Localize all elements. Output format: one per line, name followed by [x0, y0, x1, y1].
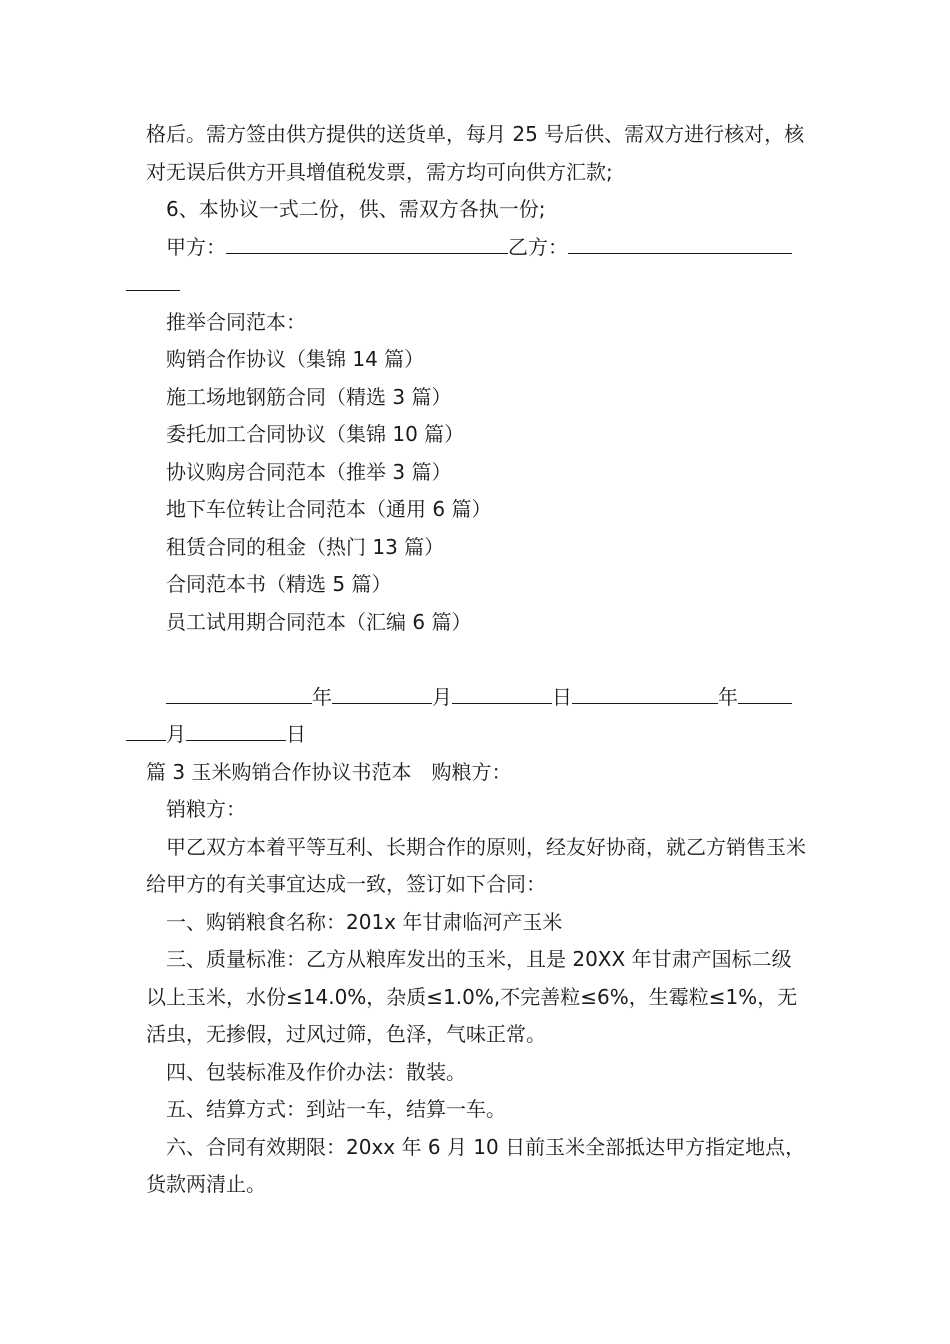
- month-blank-b: [738, 679, 792, 704]
- recommend-item[interactable]: 租赁合同的租金（热门 13 篇）: [166, 534, 445, 559]
- clause-1: 一、购销粮食名称：201x 年甘肃临河产玉米: [166, 909, 563, 934]
- month-blank-b-continued: [126, 716, 166, 741]
- month-label: 月: [166, 722, 186, 746]
- recommend-item[interactable]: 员工试用期合同范本（汇编 6 篇）: [166, 609, 472, 634]
- year-label: 年: [312, 684, 332, 709]
- signature-line: [146, 229, 810, 304]
- recommend-heading: 推举合同范本：: [166, 309, 306, 334]
- year-blank-b: [572, 679, 718, 704]
- date-line: [146, 679, 810, 754]
- year-label: 年: [718, 684, 738, 709]
- party-a-label: 甲方：: [166, 234, 226, 259]
- seller-label: 销粮方：: [166, 797, 246, 821]
- party-b-blank-continued: [126, 266, 180, 291]
- clause-5: 五、结算方式：到站一车，结算一车。: [166, 1097, 506, 1121]
- recommend-item[interactable]: 购销合作协议（集锦 14 篇）: [166, 347, 425, 371]
- day-label: 日: [286, 722, 306, 746]
- recommend-item[interactable]: 协议购房合同范本（推举 3 篇）: [166, 459, 452, 484]
- month-label: 月: [432, 684, 452, 709]
- clause-6: 六、合同有效期限：20xx 年 6 月 10 日前玉米全部抵达甲方指定地点，货款两清止。: [146, 1134, 806, 1196]
- day-blank-b: [186, 716, 286, 741]
- section-title: 篇 3 玉米购销合作协议书范本 购粮方：: [146, 759, 512, 784]
- clause-4: 四、包装标准及作价办法：散装。: [166, 1059, 466, 1084]
- recommend-item[interactable]: 委托加工合同协议（集锦 10 篇）: [166, 422, 465, 446]
- recommend-item[interactable]: 施工场地钢筋合同（精选 3 篇）: [166, 384, 452, 409]
- party-a-blank: [226, 229, 508, 254]
- clause-3: 三、质量标准：乙方从粮库发出的玉米，且是 20XX 年甘肃产国标二级以上玉米，水份≤14.0%，杂质≤1.0%,不完善粒≤6%，生霉粒≤1%，无活虫，无掺假，过风过筛，色泽，气味正常。: [146, 947, 798, 1046]
- recommend-item[interactable]: 合同范本书（精选 5 篇）: [166, 572, 392, 596]
- party-b-blank: [568, 229, 792, 254]
- year-blank-a: [166, 679, 312, 704]
- document-body: [146, 116, 810, 1204]
- party-b-label: 乙方：: [508, 234, 568, 259]
- paragraph-settlement: 格后。需方签由供方提供的送货单，每月 25 号后供、需双方进行核对，核对无误后供方开具增值税发票，需方均可向供方汇款;: [146, 122, 805, 184]
- day-blank-a: [452, 679, 552, 704]
- month-blank-a: [332, 679, 432, 704]
- recommend-item[interactable]: 地下车位转让合同范本（通用 6 篇）: [166, 497, 492, 521]
- paragraph-copies: 6、本协议一式二份，供、需双方各执一份;: [166, 197, 546, 221]
- blank-line: [146, 641, 810, 679]
- day-label: 日: [552, 684, 572, 709]
- paragraph-intro: 甲乙双方本着平等互利、长期合作的原则，经友好协商，就乙方销售玉米给甲方的有关事宜达成一致，签订如下合同：: [146, 834, 806, 896]
